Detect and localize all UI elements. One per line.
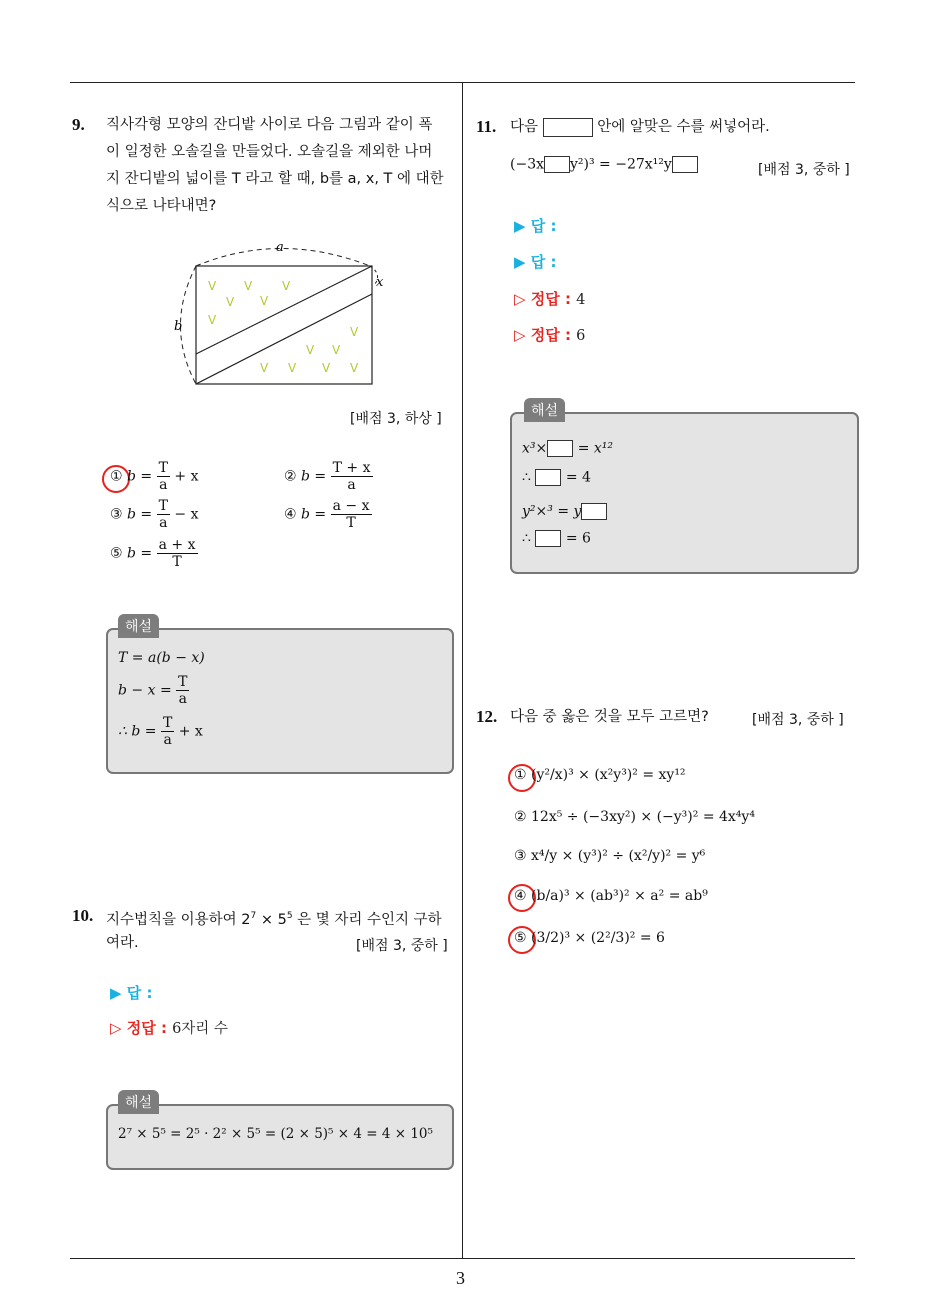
figure-label-a: a bbox=[276, 240, 284, 255]
q9-text-line: 식으로 나타내면? bbox=[106, 198, 217, 214]
q9-explain-line3: ∴ b = $\frac{T}{a}$ + x bbox=[118, 715, 203, 749]
bottom-rule bbox=[70, 1258, 855, 1259]
q9-number: 9. bbox=[72, 115, 85, 134]
q11-explain-line4: ∴ = 6 bbox=[522, 530, 591, 547]
q10-correct: ▷ 정답 : 6자리 수 bbox=[110, 1019, 228, 1037]
grass-mark: V bbox=[288, 361, 297, 375]
q11-equation: (−3x y²)³ = −27x¹²y bbox=[510, 156, 698, 173]
column-divider bbox=[462, 82, 463, 1258]
grass-mark: V bbox=[244, 279, 253, 293]
answer-blank-box bbox=[544, 156, 570, 173]
q10-text-line2: 여라. bbox=[106, 935, 139, 951]
q11-correct-2: ▷ 정답 : 6 bbox=[514, 326, 586, 344]
q9-lawn-figure bbox=[170, 236, 400, 391]
q9-explain-line1: T = a(b − x) bbox=[118, 650, 205, 666]
q10-answer-label: ▶ 답 : bbox=[110, 984, 153, 1002]
q9-text-line: 직사각형 모양의 잔디밭 사이로 다음 그림과 같이 폭 bbox=[106, 117, 433, 133]
q11-score: [배점 3, 중하 ] bbox=[758, 162, 850, 178]
q12-text: 다음 중 옳은 것을 모두 고르면? bbox=[510, 709, 709, 725]
q11-text: 다음 안에 알맞은 수를 써넣어라. bbox=[510, 119, 770, 135]
q9-choice-2[interactable]: ② b = $\frac{T + x}{a}$ bbox=[284, 460, 371, 494]
q9-choice-3[interactable]: ③ b = $\frac{T}{a}$ − x bbox=[110, 498, 199, 532]
q11-answer-label-2: ▶ 답 : bbox=[514, 253, 557, 271]
q12-number: 12. bbox=[476, 707, 498, 726]
q9-explanation-tag: 해설 bbox=[118, 614, 159, 638]
q9-text bbox=[106, 112, 456, 220]
q11-number: 11. bbox=[476, 117, 497, 136]
q11-explain-line2: ∴ = 4 bbox=[522, 469, 591, 486]
grass-mark: V bbox=[208, 313, 217, 327]
q12-score: [배점 3, 중하 ] bbox=[752, 712, 844, 728]
q11-explanation-box bbox=[510, 412, 859, 574]
page-number: 3 bbox=[456, 1268, 465, 1288]
q9-score: [배점 3, 하상 ] bbox=[350, 411, 442, 427]
answer-blank-box bbox=[547, 440, 573, 457]
answer-blank-box bbox=[581, 503, 607, 520]
q9-choice-1[interactable]: ① b = $\frac{T}{a}$ + x bbox=[110, 460, 199, 494]
grass-mark: V bbox=[282, 279, 291, 293]
grass-mark: V bbox=[350, 361, 359, 375]
grass-mark: V bbox=[226, 295, 235, 309]
grass-mark: V bbox=[260, 361, 269, 375]
q11-explanation-tag: 해설 bbox=[524, 398, 565, 422]
q9-text-line: 이 일정한 오솔길을 만들었다. 오솔길을 제외한 나머 bbox=[106, 144, 433, 160]
q9-text-line: 지 잔디밭의 넓이를 T 라고 할 때, b를 a, x, T 에 대한 bbox=[106, 171, 444, 187]
figure-label-b: b bbox=[174, 319, 183, 334]
q10-number: 10. bbox=[72, 906, 94, 925]
grass-mark: V bbox=[208, 279, 217, 293]
q11-explain-line3: y²×³ = y bbox=[522, 503, 607, 520]
q11-explain-line1: x³× = x¹² bbox=[522, 440, 614, 457]
q12-choice-4[interactable]: ④ (b/a)³ × (ab³)² × a² = ab⁹ bbox=[514, 888, 708, 904]
q12-choice-5[interactable]: ⑤ (3/2)³ × (2²/3)² = 6 bbox=[514, 930, 665, 946]
q10-explain-line: 2⁷ × 5⁵ = 2⁵ · 2² × 5⁵ = (2 × 5)⁵ × 4 = 4 × 10⁵ bbox=[118, 1126, 433, 1142]
grass-mark: V bbox=[306, 343, 315, 357]
q11-answer-label-1: ▶ 답 : bbox=[514, 217, 557, 235]
q10-explanation-tag: 해설 bbox=[118, 1090, 159, 1114]
figure-label-x: x bbox=[376, 275, 384, 290]
grass-mark: V bbox=[350, 325, 359, 339]
answer-blank-box bbox=[672, 156, 698, 173]
answer-blank-box bbox=[535, 530, 561, 547]
q11-correct-1: ▷ 정답 : 4 bbox=[514, 290, 586, 308]
q9-choice-5[interactable]: ⑤ b = $\frac{a + x}{T}$ bbox=[110, 537, 196, 571]
q10-text: 지수법칙을 이용하여 $2^7 \times 5^5$ 은 몇 자리 수인지 구하 bbox=[106, 911, 442, 928]
q10-score: [배점 3, 중하 ] bbox=[356, 938, 448, 954]
answer-blank-box bbox=[543, 118, 593, 137]
q12-choice-1[interactable]: ① (y²/x)³ × (x²y³)² = xy¹² bbox=[514, 767, 686, 783]
q9-choice-4[interactable]: ④ b = $\frac{a - x}{T}$ bbox=[284, 498, 370, 532]
q9-explain-line2: b − x = $\frac{T}{a}$ bbox=[118, 674, 188, 708]
grass-mark: V bbox=[322, 361, 331, 375]
grass-mark: V bbox=[260, 294, 269, 308]
grass-mark: V bbox=[332, 343, 341, 357]
q12-choice-2[interactable]: ② 12x⁵ ÷ (−3xy²) × (−y³)² = 4x⁴y⁴ bbox=[514, 809, 755, 825]
answer-blank-box bbox=[535, 469, 561, 486]
q12-choice-3[interactable]: ③ x⁴/y × (y³)² ÷ (x²/y)² = y⁶ bbox=[514, 848, 706, 864]
